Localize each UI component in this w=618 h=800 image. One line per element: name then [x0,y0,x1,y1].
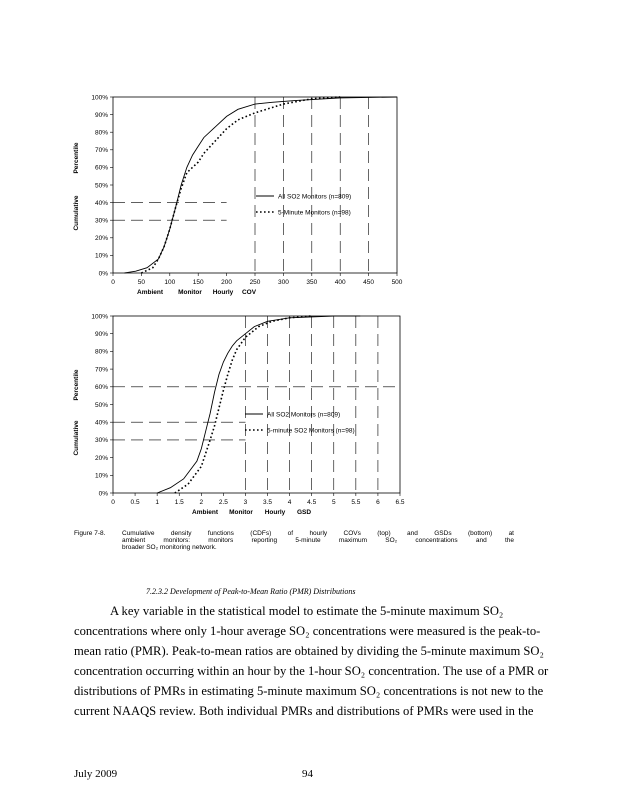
x-tick-label: 300 [277,279,289,286]
legend-label: 5-minute SO2 Monitors (n=98) [267,427,355,435]
x-tick-label: 0.5 [130,499,140,506]
legend-label: All SO2 Monitors (n=809) [267,411,341,419]
y-tick-label: 10% [94,472,108,480]
paragraph-line: concentrations where only 1-hour average SO₂ concentrations were measured is the peak-to- [74,624,541,638]
x-tick-label: 50 [137,279,146,286]
y-tick-label: 70% [94,147,108,155]
series-line-2 [141,97,340,273]
x-tick-label: 6.5 [395,499,405,506]
y-tick-label: 0% [98,270,108,278]
y-tick-label: 70% [94,366,108,374]
y-tick-label: 60% [94,384,108,392]
x-tick-label: 0 [111,279,115,286]
y-tick-label: 20% [94,454,108,462]
legend-label: All SO2 Monitors (n=809) [278,193,352,201]
plot-frame [113,316,400,493]
x-tick-label: 3 [243,499,248,506]
gsd-cdf-chart [60,310,410,530]
x-axis-label: Hourly [264,509,286,516]
y-tick-label: 50% [94,182,108,190]
x-tick-label: 1.5 [174,499,184,506]
x-tick-label: 5.5 [351,499,361,506]
legend-label: 5-Minute Monitors (n=98) [278,209,351,217]
y-axis-label: Percentile [73,369,80,401]
y-tick-label: 80% [94,348,108,356]
x-axis-label: Monitor [178,289,202,296]
y-tick-label: 0% [98,490,108,498]
x-tick-label: 500 [391,279,403,286]
paragraph-line: mean ratio (PMR). Peak-to-mean ratios are obtained by dividing the 5-minute maximum SO₂ [74,644,544,658]
x-tick-label: 200 [221,279,233,286]
cov-cdf-chart [60,88,410,308]
x-tick-label: 250 [249,279,261,286]
series-line-2 [175,316,312,493]
x-tick-label: 4 [287,499,292,506]
y-tick-label: 90% [94,111,108,119]
y-tick-label: 50% [94,401,108,409]
x-axis-label: Hourly [212,289,234,296]
x-tick-label: 0 [111,499,115,506]
y-axis-label: Percentile [73,142,80,174]
section-heading-text: 7.2.3.2 Development of Peak-to-Mean Ratio (PMR) Distributions [146,587,356,596]
y-tick-label: 30% [94,437,108,445]
y-axis-label: Cumulative [73,195,80,231]
x-tick-label: 6 [376,499,380,506]
x-axis-label: Monitor [229,509,253,516]
figure-label: Figure 7-8. [74,530,106,537]
caption-line-2: ambient monitors: monitors reporting 5-minute maximum SO₂ concentrations and the [122,537,514,544]
x-tick-label: 3.5 [263,499,273,506]
y-tick-label: 20% [94,235,108,243]
x-tick-label: 2.5 [218,499,228,506]
y-tick-label: 100% [91,94,108,102]
x-tick-label: 4.5 [307,499,317,506]
y-tick-label: 40% [94,199,108,207]
paragraph-line: distributions of PMRs in estimating 5-minute maximum SO₂ concentrations is not new to the [74,684,544,698]
caption-line-1: Cumulative density functions (CDFs) of hourly COVs (top) and GSDs (bottom) at [122,530,514,537]
series-line-1 [124,97,397,273]
y-tick-label: 10% [94,252,108,260]
footer-date: July 2009 [74,768,118,780]
y-tick-label: 100% [91,313,108,321]
body-paragraph [74,601,554,721]
y-tick-label: 80% [94,129,108,137]
y-tick-label: 30% [94,217,108,225]
y-tick-label: 90% [94,331,108,338]
y-axis-label: Cumulative [73,420,80,456]
x-tick-label: 350 [306,279,318,286]
x-tick-label: 450 [363,279,375,286]
x-axis-label: Ambient [192,509,218,516]
figure-caption [74,530,514,551]
caption-line-3: broader SO₂ monitoring network. [122,544,217,551]
section-heading [146,587,446,596]
x-tick-label: 150 [192,279,204,286]
series-line-1 [157,316,360,493]
x-tick-label: 100 [164,279,176,286]
paragraph-line: A key variable in the statistical model to estimate the 5-minute maximum SO₂ [110,604,504,618]
x-axis-label: COV [241,289,257,296]
paragraph-line: concentration occurring within an hour by the 1-hour SO₂ concentration. The use of a PMR or [74,664,549,678]
x-tick-label: 400 [334,279,346,286]
x-tick-label: 2 [199,499,204,506]
x-tick-label: 1 [155,499,159,506]
paragraph-line: current NAAQS review. Both individual PMRs and distributions of PMRs were used in the [74,704,534,718]
y-tick-label: 60% [94,164,108,172]
footer-page-number: 94 [302,768,313,780]
x-axis-label: Ambient [137,289,163,296]
y-tick-label: 40% [94,419,108,427]
x-tick-label: 5 [331,499,336,506]
x-axis-label: GSD [296,509,312,516]
